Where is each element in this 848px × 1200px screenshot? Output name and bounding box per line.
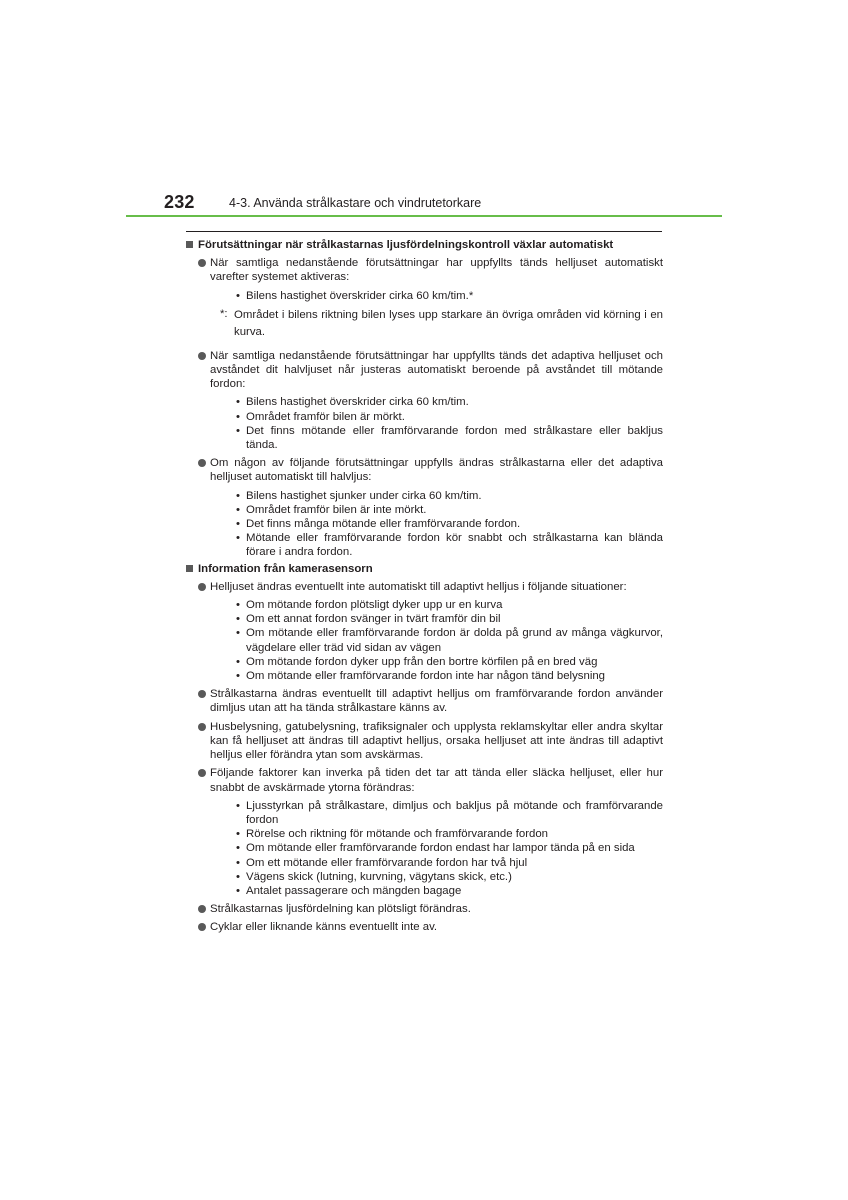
list-item	[210, 626, 663, 654]
bullet-paragraph	[186, 456, 663, 559]
square-bullet-icon	[186, 241, 193, 248]
list-item	[210, 424, 663, 452]
small-bullet-icon: •	[236, 518, 240, 531]
small-bullet-icon: •	[236, 599, 240, 612]
section-title: 4-3. Använda strålkastare och vindrutetorkare	[229, 196, 482, 210]
list-item-text: Det finns många mötande eller framförvarande fordon.	[246, 518, 521, 531]
bullet-text: När samtliga nedanstående förutsättningar har uppfyllts tänds helljuset automatiskt varefter systemet aktiveras:	[210, 257, 663, 284]
list-item	[210, 531, 663, 559]
round-bullet-icon	[198, 583, 206, 591]
list-item-text: Om mötande fordon dyker upp från den bortre körfilen på en bred väg	[246, 655, 598, 668]
list-item	[210, 884, 663, 898]
bullet-text: Strålkastarnas ljusfördelning kan plötsligt förändras.	[210, 903, 471, 916]
page-number: 232	[164, 192, 195, 212]
page-header	[126, 190, 722, 218]
footnote-mark: *:	[220, 307, 228, 320]
round-bullet-icon	[198, 352, 206, 360]
small-bullet-icon: •	[236, 289, 240, 302]
main-content	[186, 236, 663, 935]
small-bullet-icon: •	[236, 424, 240, 437]
list-item-text: Bilens hastighet överskrider cirka 60 km/tim.	[246, 396, 469, 409]
list-item-text: Bilens hastighet överskrider cirka 60 km/tim.*	[246, 289, 474, 302]
list-item	[210, 517, 663, 531]
bullet-text: Husbelysning, gatubelysning, trafiksignaler och upplysta reklamskyltar eller andra skyltar kan få helljuset att ändras till adaptivt helljus, orsaka helljuset att inte ändras till adaptivt helljus eller förändra ytan som avskärmas.	[210, 720, 663, 762]
sub-list	[210, 289, 663, 303]
small-bullet-icon: •	[236, 396, 240, 409]
round-bullet-icon	[198, 905, 206, 913]
content-top-rule	[186, 231, 662, 232]
list-item	[210, 827, 663, 841]
bullet-text: Om någon av följande förutsättningar uppfylls ändras strålkastarna eller det adaptiva helljuset automatiskt till halvljus:	[210, 457, 663, 484]
round-bullet-icon	[198, 723, 206, 731]
section-heading	[186, 238, 663, 252]
list-item-text: Om mötande fordon plötsligt dyker upp ur en kurva	[246, 599, 503, 612]
bullet-paragraph	[186, 349, 663, 452]
bullet-text: Följande faktorer kan inverka på tiden det tar att tända eller släcka helljuset, eller hur snabbt de avskärmade ytorna förändras:	[210, 767, 663, 794]
footnote	[210, 307, 663, 341]
list-item	[210, 799, 663, 827]
small-bullet-icon: •	[236, 856, 240, 869]
list-item-text: Om mötande eller framförvarande fordon endast har lampor tända på en sida	[246, 842, 635, 855]
bullet-text: Strålkastarna ändras eventuellt till adaptivt helljus om framförvarande fordon använder dimljus utan att ha tända strålkastare känns av.	[210, 688, 663, 715]
bullet-text: Helljuset ändras eventuellt inte automatiskt till adaptivt helljus i följande situationer:	[210, 580, 627, 593]
list-item	[210, 669, 663, 683]
round-bullet-icon	[198, 769, 206, 777]
round-bullet-icon	[198, 690, 206, 698]
section-heading	[186, 562, 663, 576]
list-item	[210, 489, 663, 503]
footnote-text: Området i bilens riktning bilen lyses upp starkare än övriga områden vid körning i en kurva.	[234, 308, 663, 338]
list-item	[210, 841, 663, 855]
list-item-text: Om ett mötande eller framförvarande fordon har två hjul	[246, 856, 528, 869]
small-bullet-icon: •	[236, 799, 240, 812]
list-item	[210, 598, 663, 612]
small-bullet-icon: •	[236, 870, 240, 883]
round-bullet-icon	[198, 459, 206, 467]
list-item	[210, 612, 663, 626]
bullet-paragraph	[186, 720, 663, 763]
bullet-text: Cyklar eller liknande känns eventuellt inte av.	[210, 921, 438, 934]
small-bullet-icon: •	[236, 489, 240, 502]
small-bullet-icon: •	[236, 410, 240, 423]
bullet-text: När samtliga nedanstående förutsättningar har uppfyllts tänds det adaptiva helljuset och avståndet dit halvljuset når justeras automatiskt beroende på avståndet till mötande fordon:	[210, 349, 663, 391]
small-bullet-icon: •	[236, 884, 240, 897]
bullet-paragraph	[186, 902, 663, 916]
list-item	[210, 410, 663, 424]
list-item	[210, 503, 663, 517]
section	[186, 238, 663, 560]
section-heading-text: Förutsättningar när strålkastarnas ljusfördelningskontroll växlar automatiskt	[198, 239, 614, 251]
list-item-text: Om ett annat fordon svänger in tvärt framför din bil	[246, 613, 501, 626]
small-bullet-icon: •	[236, 532, 240, 545]
sub-list	[210, 395, 663, 452]
small-bullet-icon: •	[236, 670, 240, 683]
list-item-text: Det finns mötande eller framförvarande fordon med strålkastare eller bakljus tända.	[246, 424, 663, 452]
bullet-paragraph	[186, 920, 663, 934]
small-bullet-icon: •	[236, 503, 240, 516]
small-bullet-icon: •	[236, 655, 240, 668]
list-item-text: Mötande eller framförvarande fordon kör snabbt och strålkastarna kan blända förare i andra fordon.	[246, 532, 663, 559]
list-item	[210, 870, 663, 884]
list-item-text: Om mötande eller framförvarande fordon är dolda på grund av många vägkurvor, vägdelare eller träd vid sidan av vägen	[246, 627, 663, 654]
list-item-text: Området framför bilen är mörkt.	[246, 410, 405, 423]
small-bullet-icon: •	[236, 613, 240, 626]
round-bullet-icon	[198, 259, 206, 267]
square-bullet-icon	[186, 565, 193, 572]
small-bullet-icon: •	[236, 842, 240, 855]
list-item	[210, 395, 663, 409]
list-item-text: Vägens skick (lutning, kurvning, vägytans skick, etc.)	[246, 870, 512, 883]
small-bullet-icon: •	[236, 627, 240, 640]
header-rule	[126, 215, 722, 217]
round-bullet-icon	[198, 923, 206, 931]
list-item-text: Om mötande eller framförvarande fordon inte har någon tänd belysning	[246, 670, 606, 683]
list-item-text: Området framför bilen är inte mörkt.	[246, 503, 427, 516]
section	[186, 562, 663, 935]
list-item	[210, 289, 663, 303]
sub-list	[210, 598, 663, 683]
bullet-paragraph	[186, 580, 663, 683]
list-item-text: Bilens hastighet sjunker under cirka 60 km/tim.	[246, 489, 482, 502]
bullet-paragraph	[186, 766, 663, 898]
section-heading-text: Information från kamerasensorn	[198, 562, 373, 575]
sub-list	[210, 799, 663, 898]
bullet-paragraph	[186, 256, 663, 341]
sub-list	[210, 489, 663, 560]
list-item-text: Rörelse och riktning för mötande och framförvarande fordon	[246, 828, 549, 841]
small-bullet-icon: •	[236, 828, 240, 841]
bullet-paragraph	[186, 687, 663, 715]
list-item-text: Ljusstyrkan på strålkastare, dimljus och bakljus på mötande och framförvarande fordon	[246, 799, 663, 826]
list-item-text: Antalet passagerare och mängden bagage	[246, 884, 462, 897]
list-item	[210, 856, 663, 870]
list-item	[210, 655, 663, 669]
